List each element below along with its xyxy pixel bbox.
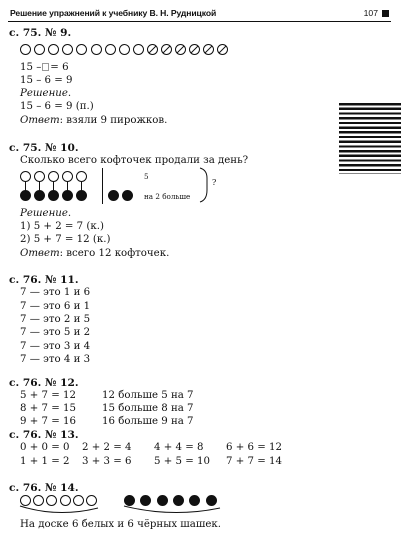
ex13-equation: 3 + 3 = 6 (82, 456, 132, 467)
ex12-comparison: 12 больше 5 на 7 (102, 390, 194, 401)
ex11-line: 7 — это 1 и 6 (20, 287, 91, 298)
ex12-title: с. 76. № 12. (9, 377, 79, 389)
ex10-line2: 2) 5 + 7 = 12 (к.) (20, 234, 111, 245)
ex13-equation: 7 + 7 = 14 (226, 456, 282, 467)
ex14-title: с. 76. № 14. (9, 482, 79, 494)
ex10-answer-label: Ответ (20, 248, 60, 259)
ex11-line: 7 — это 4 и 3 (20, 354, 91, 365)
ex11-line: 7 — это 5 и 2 (20, 327, 91, 338)
ex9-eq1-right: = 6 (50, 62, 69, 73)
ex10-brace-lower: на 2 больше (144, 192, 191, 201)
ex13-equation: 5 + 5 = 10 (154, 456, 210, 467)
ex10-brace (200, 168, 207, 202)
ex11-line: 7 — это 6 и 1 (20, 301, 91, 312)
ex13-equation: 6 + 6 = 12 (226, 442, 282, 453)
ex11-line: 7 — это 3 и 4 (20, 341, 91, 352)
ex13-equation: 4 + 4 = 8 (154, 442, 204, 453)
ex10-title: с. 75. № 10. (9, 142, 79, 154)
ex13-equation: 0 + 0 = 0 (20, 442, 70, 453)
ex12-comparison: 16 больше 9 на 7 (102, 416, 194, 427)
ex10-solution-label: Решение. (20, 208, 72, 219)
ex12-equation: 5 + 7 = 12 (20, 390, 76, 401)
ex14-underbrace-white (20, 506, 98, 513)
ex10-question: Сколько всего кофточек продали за день? (20, 155, 249, 166)
ex9-title: с. 75. № 9. (9, 27, 72, 39)
ex10-answer-text: : всего 12 кофточек. (59, 248, 170, 259)
ex9-solution-line: 15 – 6 = 9 (п.) (20, 101, 94, 112)
ex12-equation: 9 + 7 = 16 (20, 416, 76, 427)
ex13-title: с. 76. № 13. (9, 429, 79, 441)
ex9-answer-label: Ответ (20, 115, 60, 126)
header-title: Решение упражнений к учебнику В. Н. Рудницкой (10, 8, 217, 18)
ex9-eq1-left: 15 – (20, 62, 42, 73)
ex10-brace-upper: 5 (144, 172, 149, 181)
ex13-equation: 1 + 1 = 2 (20, 456, 70, 467)
ex10-brace-question: ? (212, 178, 217, 187)
ex14-text: На доске 6 белых и 6 чёрных шашек. (20, 519, 221, 530)
ex9-equation: 15 – 6 = 9 (20, 75, 73, 86)
ex13-equation: 2 + 2 = 4 (82, 442, 132, 453)
ex14-underbrace-black (124, 506, 220, 513)
page-number: 107 (363, 8, 378, 18)
ex12-equation: 8 + 7 = 15 (20, 403, 76, 414)
ex11-title: с. 76. № 11. (9, 274, 79, 286)
ex9-solution-label: Решение. (20, 88, 72, 99)
ex12-comparison: 15 больше 8 на 7 (102, 403, 194, 414)
ex10-line1: 1) 5 + 2 = 7 (к.) (20, 221, 104, 232)
ex9-answer-text: : взяли 9 пирожков. (59, 115, 168, 126)
ex11-line: 7 — это 2 и 5 (20, 314, 91, 325)
